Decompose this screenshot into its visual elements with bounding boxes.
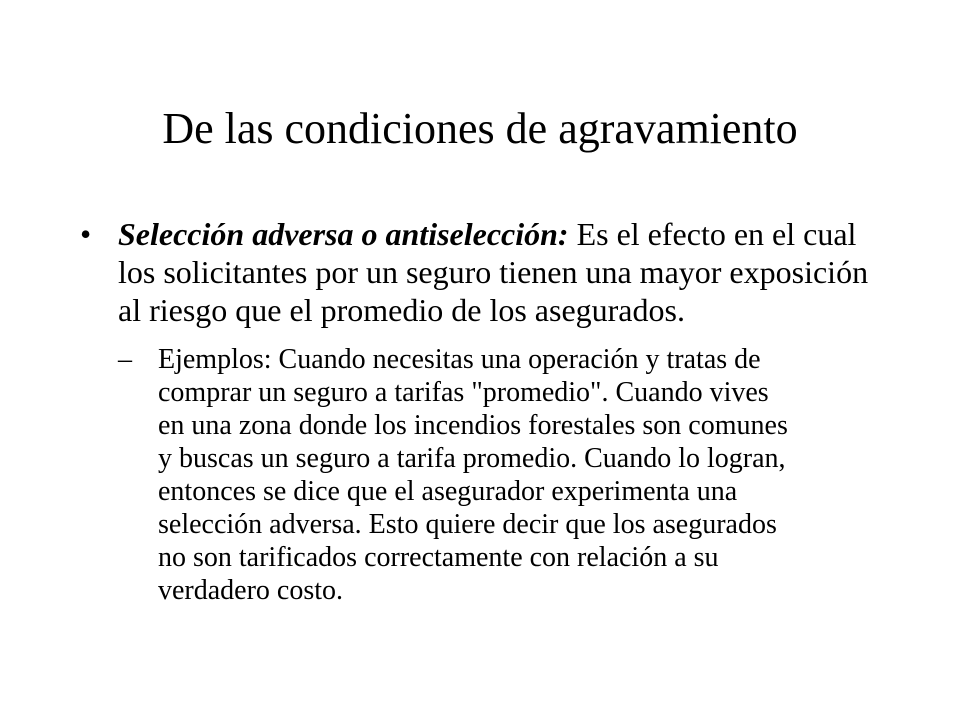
bullet-list — [80, 215, 870, 607]
sub-bullet-text: Ejemplos: Cuando necesitas una operación y tratas de comprar un seguro a tarifas "promedio". Cuando vives en una zona donde los incendios forestales son comunes y buscas un seguro a tarifa promedio. Cuando lo logran, entonces se dice que el asegurador experimenta una selección adversa. Esto quiere decir que los asegurados no son tarificados correctamente con relación a su verdadero costo. — [158, 344, 788, 606]
sub-bullet-item — [118, 343, 798, 607]
bullet-text: Es el efecto en el cual los solicitantes por un seguro tienen una mayor exposición al riesgo que el promedio de los asegurados. — [118, 216, 869, 328]
sub-bullet-list — [118, 343, 870, 607]
slide-title: De las condiciones de agravamiento — [162, 104, 798, 153]
sub-bullet-marker: – — [118, 344, 132, 375]
bullet-item — [80, 215, 870, 607]
bullet-term: Selección adversa o antiselección: — [118, 216, 569, 252]
bullet-marker: • — [80, 216, 92, 252]
